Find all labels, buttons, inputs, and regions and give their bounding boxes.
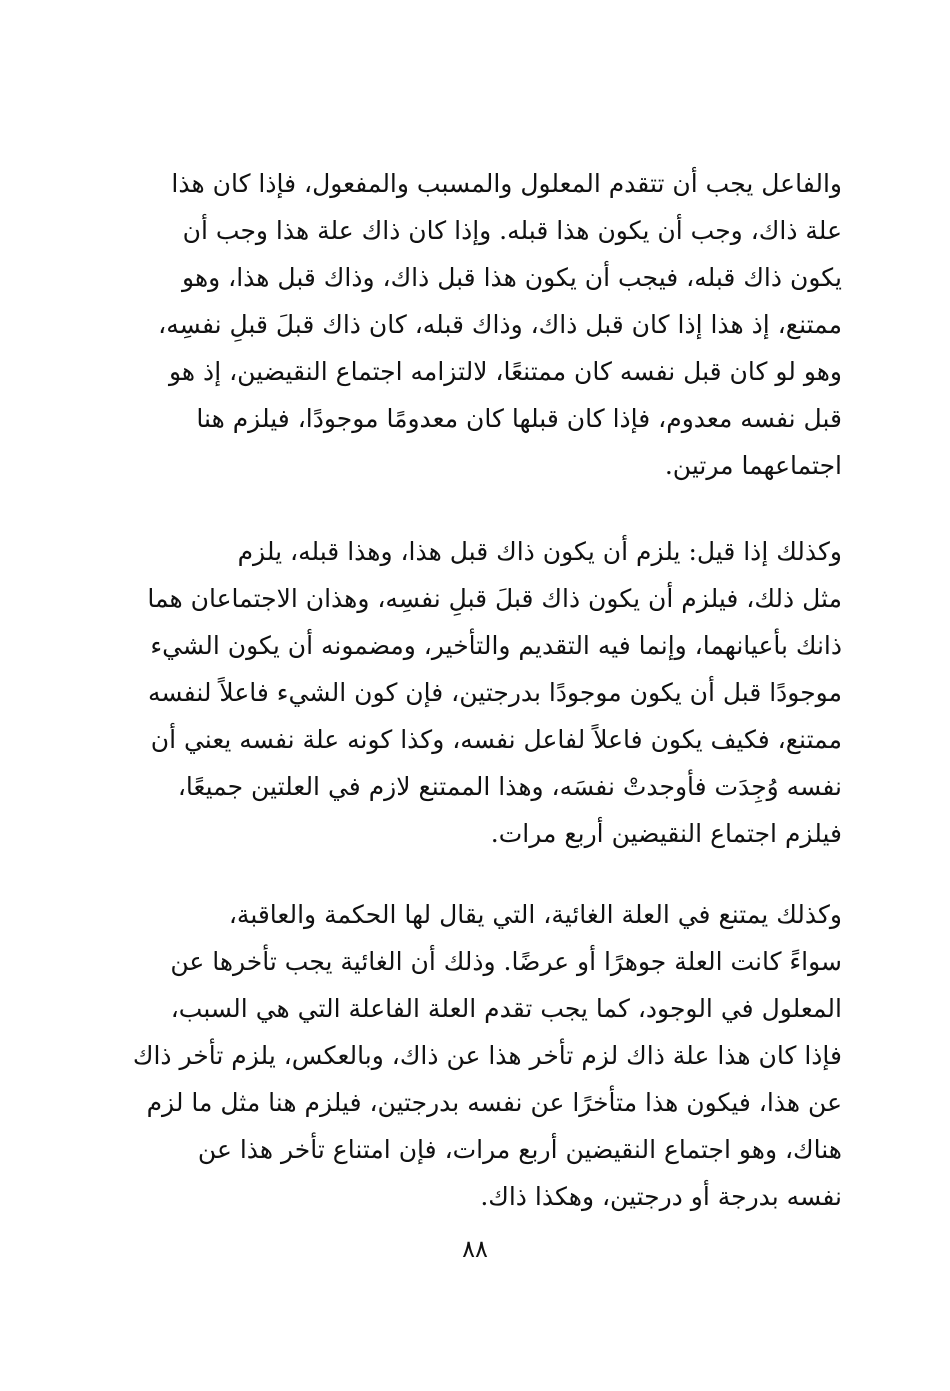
paragraph-line: قبل نفسه معدوم، فإذا كان قبلها كان معدومًا موجودًا، فيلزم هنا (196, 404, 842, 433)
paragraph-line: فيلزم اجتماع النقيضين أربع مرات. (490, 819, 842, 848)
page-number: ٨٨ (462, 1235, 488, 1263)
paragraph-line: مثل ذلك، فيلزم أن يكون ذاك قبلَ قبلِ نفسِه، وهذان الاجتماعان هما (147, 584, 842, 613)
paragraph-line: فإذا كان هذا علة ذاك لزم تأخر هذا عن ذاك، وبالعكس، يلزم تأخر ذاك (132, 1041, 842, 1070)
paragraph-line: هناك، وهو اجتماع النقيضين أربع مرات، فإن امتناع تأخر هذا عن (197, 1135, 842, 1164)
paragraph-line: والفاعل يجب أن تتقدم المعلول والمسبب والمفعول، فإذا كان هذا (171, 169, 842, 198)
paragraph-2 (116, 528, 842, 857)
paragraph-line: عن هذا، فيكون هذا متأخرًا عن نفسه بدرجتين، فيلزم هنا مثل ما لزم (146, 1088, 842, 1117)
paragraph-line: ممتنع، فكيف يكون فاعلاً لفاعل نفسه، وكذا كونه علة نفسه يعني أن (150, 725, 842, 754)
paragraph-line: ممتنع، إذ هذا إذا كان قبل ذاك، وذاك قبله، كان ذاك قبلَ قبلِ نفسِه، (158, 310, 842, 339)
paragraph-1 (116, 160, 842, 489)
paragraph-line: وكذلك يمتنع في العلة الغائية، التي يقال لها الحكمة والعاقبة، (228, 900, 842, 929)
paragraph-line: نفسه وُجِدَت فأوجدتْ نفسَه، وهذا الممتنع لازم في العلتين جميعًا، (177, 772, 842, 801)
paragraph-line: يكون ذاك قبله، فيجب أن يكون هذا قبل ذاك، وذاك قبل هذا، وهو (182, 263, 842, 292)
paragraph-line: المعلول في الوجود، كما يجب تقدم العلة الفاعلة التي هي السبب، (170, 994, 842, 1023)
paragraph-line: ذانك بأعيانهما، وإنما فيه التقديم والتأخير، ومضمونه أن يكون الشيء (150, 631, 842, 660)
paragraph-3 (116, 891, 842, 1220)
paragraph-line: وهو لو كان قبل نفسه كان ممتنعًا، لالتزامه اجتماع النقيضين، إذ هو (169, 357, 842, 386)
paragraph-line: نفسه بدرجة أو درجتين، وهكذا ذاك. (480, 1182, 842, 1211)
paragraph-line: موجودًا قبل أن يكون موجودًا بدرجتين، فإن كون الشيء فاعلاً لنفسه (147, 678, 842, 707)
paragraph-line: وكذلك إذا قيل: يلزم أن يكون ذاك قبل هذا، وهذا قبله، يلزم (237, 537, 842, 566)
paragraph-line: علة ذاك، وجب أن يكون هذا قبله. وإذا كان ذاك علة هذا وجب أن (182, 216, 842, 245)
paragraph-line: سواءً كانت العلة جوهرًا أو عرضًا. وذلك أن الغائية يجب تأخرها عن (170, 947, 842, 976)
paragraph-line: اجتماعهما مرتين. (664, 451, 842, 480)
